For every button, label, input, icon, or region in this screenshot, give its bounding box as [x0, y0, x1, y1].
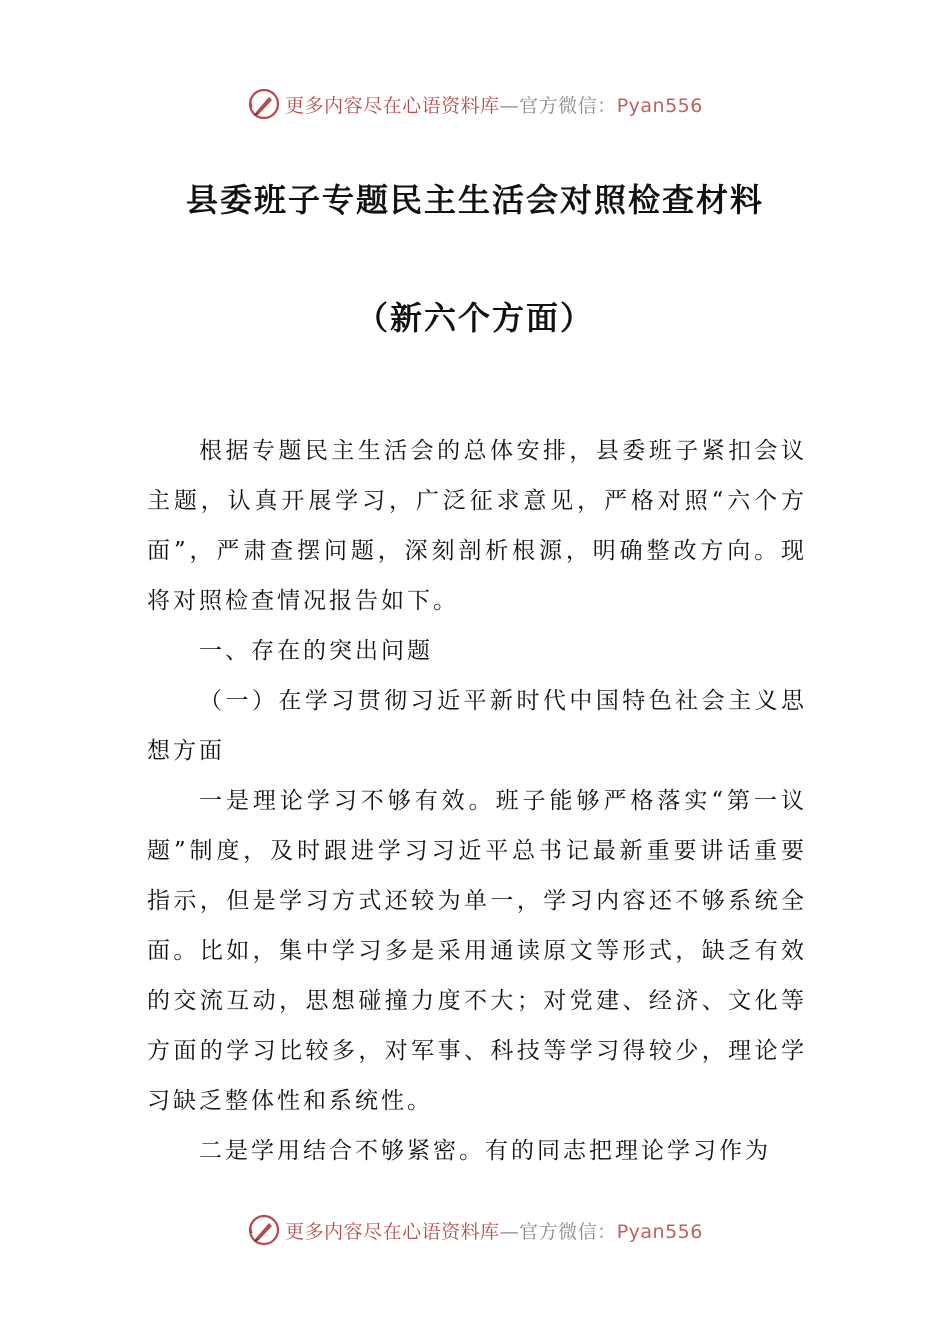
- intro-paragraph: 根据专题民主生活会的总体安排，县委班子紧扣会议主题，认真开展学习，广泛征求意见，严格对照“六个方面”，严肃查摆问题，深刻剖析根源，明确整改方向。现将对照检查情况报告如下。: [147, 438, 807, 614]
- document-title: 县委班子专题民主生活会对照检查材料: [185, 181, 764, 219]
- document-body: [147, 426, 807, 1176]
- body-paragraph: 二是学用结合不够紧密。有的同志把理论学习作为: [199, 1138, 771, 1164]
- pen-logo-icon: [247, 1213, 281, 1247]
- watermark-footer: [0, 1210, 950, 1250]
- subsection-heading: （一）在学习贯彻习近平新时代中国特色社会主义思想方面: [147, 688, 807, 764]
- pen-logo-icon: [247, 87, 281, 121]
- body-paragraph: 一是理论学习不够有效。班子能够严格落实“第一议题”制度，及时跟进学习习近平总书记最新重要讲话重要指示，但是学习方式还较为单一，学习内容还不够系统全面。比如，集中学习多是采用通读原文等形式，缺乏有效的交流互动，思想碰撞力度不大；对党建、经济、文化等方面的学习比较多，对军事、科技等学习得较少，理论学习缺乏整体性和系统性。: [147, 788, 807, 1114]
- section-heading: 一、存在的突出问题: [199, 638, 433, 664]
- document-subtitle: （新六个方面）: [355, 299, 594, 337]
- watermark-text: 更多内容尽在心语资料库—官方微信：Pyan556: [285, 1220, 703, 1243]
- watermark-text: 更多内容尽在心语资料库—官方微信：Pyan556: [285, 94, 703, 117]
- watermark-header: [0, 84, 950, 124]
